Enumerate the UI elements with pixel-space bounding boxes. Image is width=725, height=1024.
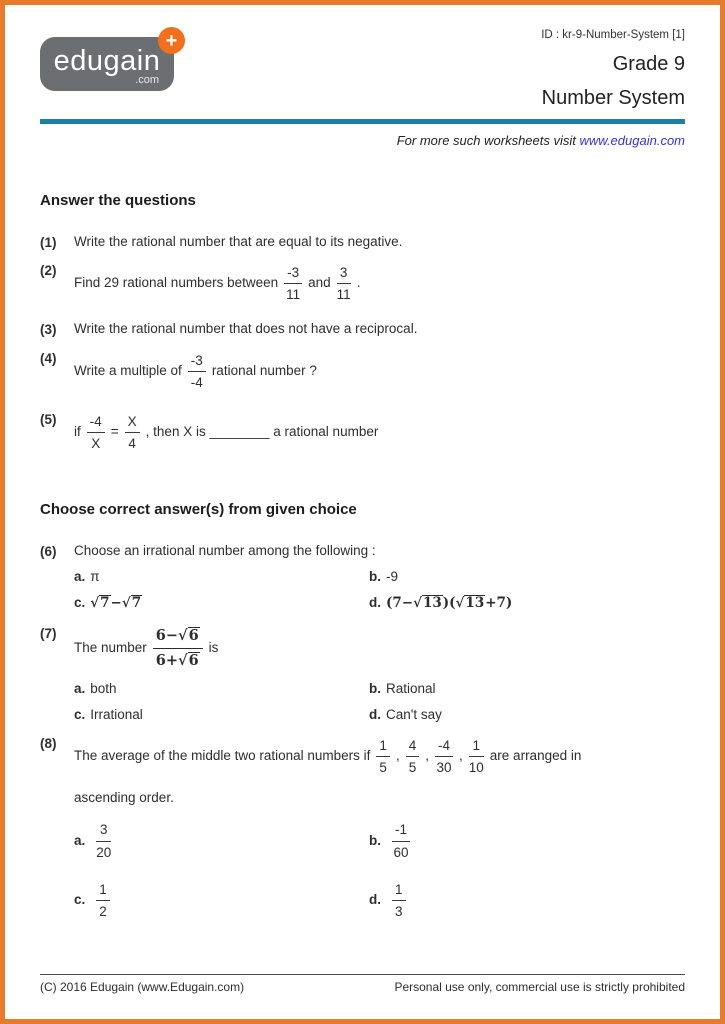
fraction xyxy=(188,353,206,391)
radicand: 13 xyxy=(422,594,442,611)
question-text xyxy=(74,411,685,455)
fraction-numerator: -1 xyxy=(395,822,408,838)
radical-sign: √ xyxy=(121,594,131,611)
tagline-text: For more such worksheets visit xyxy=(396,133,580,148)
option-label: a. xyxy=(74,833,86,849)
fraction xyxy=(125,414,140,452)
question-number: (6) xyxy=(40,543,57,559)
fraction-denominator: 11 xyxy=(336,287,351,303)
fraction xyxy=(96,822,111,860)
footer-copyright: (C) 2016 Edugain (www.Edugain.com) xyxy=(40,980,245,994)
option-value: Rational xyxy=(386,680,436,696)
fraction-denominator: 60 xyxy=(393,844,409,860)
sqrt-expression xyxy=(413,595,443,611)
options xyxy=(74,681,685,724)
options xyxy=(74,569,685,612)
fraction-numerator xyxy=(153,627,203,648)
text-segment: +7) xyxy=(485,594,513,611)
question-text xyxy=(74,350,685,394)
text-segment: , then X is ________ a rational number xyxy=(145,424,379,440)
option-b xyxy=(369,681,685,698)
comma: , xyxy=(395,748,400,764)
option-label: c. xyxy=(74,706,86,722)
option-c xyxy=(74,707,369,724)
radical-sign: √ xyxy=(90,594,100,611)
footer-license: Personal use only, commercial use is strictly prohibited xyxy=(394,980,685,994)
option-b xyxy=(369,569,685,586)
sqrt-expression xyxy=(122,595,142,611)
fraction-numerator: -4 xyxy=(437,737,450,753)
question-number: (2) xyxy=(40,262,57,278)
radical-sign: √ xyxy=(455,594,465,611)
radicand: 13 xyxy=(465,594,485,611)
option-value: Irrational xyxy=(90,706,143,722)
text-segment: Write a multiple of xyxy=(74,363,182,379)
section-heading-choose: Choose correct answer(s) from given choice xyxy=(40,500,357,518)
text-segment: are arranged in xyxy=(489,748,582,764)
text-segment: Find 29 rational numbers between xyxy=(74,275,279,291)
fraction xyxy=(153,627,203,669)
question-3 xyxy=(40,321,685,338)
fraction-numerator: 1 xyxy=(379,737,387,753)
fraction-denominator: 20 xyxy=(96,844,112,860)
option-d xyxy=(369,879,685,923)
question-number: (1) xyxy=(40,235,57,250)
fraction-numerator: 1 xyxy=(472,737,481,753)
fraction xyxy=(337,265,351,303)
fraction-denominator: 5 xyxy=(408,760,417,776)
option-d xyxy=(369,595,685,612)
question-1 xyxy=(40,234,685,251)
fraction-numerator: 4 xyxy=(408,737,417,753)
worksheet-id: ID : kr-9-Number-System [1] xyxy=(541,29,685,41)
edugain-logo xyxy=(40,29,178,91)
fraction xyxy=(406,738,420,776)
fraction-denominator: 10 xyxy=(468,760,484,776)
fraction-numerator: -3 xyxy=(190,352,203,368)
text-segment: The average of the middle two rational numbers if xyxy=(74,748,371,764)
text-segment: )( xyxy=(442,594,456,611)
option-value: Can't say xyxy=(386,706,442,722)
text-segment: 6− xyxy=(155,627,179,645)
fraction xyxy=(96,882,110,920)
question-6 xyxy=(40,543,685,612)
question-7 xyxy=(40,625,685,723)
fraction xyxy=(87,414,105,452)
fraction xyxy=(284,265,302,303)
option-c xyxy=(74,879,369,923)
fraction-denominator xyxy=(156,649,200,670)
text-segment: and xyxy=(308,275,331,291)
fraction-denominator: 11 xyxy=(286,287,301,303)
fraction-numerator: 3 xyxy=(100,822,108,838)
logo-background xyxy=(40,29,178,91)
question-text: Choose an irrational number among the following : xyxy=(74,542,376,558)
question-5 xyxy=(40,411,685,455)
option-label: a. xyxy=(74,680,86,696)
header xyxy=(40,25,685,110)
fraction xyxy=(435,738,453,776)
option-a xyxy=(74,819,369,863)
fraction-numerator: X xyxy=(127,413,137,429)
header-right xyxy=(541,25,685,110)
option-label: b. xyxy=(369,680,381,696)
fraction-denominator: 3 xyxy=(395,904,403,920)
option-label: d. xyxy=(369,594,381,610)
question-2 xyxy=(40,262,685,306)
grade-label: Grade 9 xyxy=(612,53,685,75)
radical-sign: √ xyxy=(413,594,422,611)
option-label: d. xyxy=(369,892,381,908)
question-8 xyxy=(40,735,685,923)
text-segment: if xyxy=(74,424,81,440)
option-label: d. xyxy=(369,706,381,722)
comma: , xyxy=(459,748,463,764)
fraction-denominator: X xyxy=(91,436,101,452)
plus-icon: + xyxy=(158,27,185,54)
option-b xyxy=(369,819,685,863)
option-value xyxy=(90,595,142,612)
options xyxy=(74,819,685,922)
radicand: 7 xyxy=(131,594,142,611)
radicand: 6 xyxy=(188,652,199,670)
question-number: (3) xyxy=(40,321,57,337)
sqrt-expression xyxy=(456,595,486,611)
option-value: -9 xyxy=(386,568,399,584)
fraction-denominator: 4 xyxy=(128,436,136,452)
sqrt-expression xyxy=(90,595,110,611)
logo-com-suffix: .com xyxy=(135,74,159,86)
question-text xyxy=(74,262,685,306)
fraction xyxy=(392,882,406,920)
footer xyxy=(40,974,685,994)
radicand: 6 xyxy=(188,627,199,645)
fraction-denominator: 2 xyxy=(99,904,107,920)
fraction-numerator: 1 xyxy=(99,881,107,897)
fraction xyxy=(392,822,410,860)
question-text-line-2: ascending order. xyxy=(74,789,174,805)
option-label: a. xyxy=(74,568,86,584)
header-divider xyxy=(40,119,685,124)
question-text xyxy=(74,625,685,671)
comma: , xyxy=(425,748,429,764)
fraction-numerator: -4 xyxy=(89,413,102,429)
text-segment: rational number ? xyxy=(211,363,317,379)
question-text xyxy=(74,735,685,779)
question-4 xyxy=(40,350,685,394)
fraction-numerator: -3 xyxy=(287,264,300,280)
option-label: c. xyxy=(74,594,86,610)
option-label: c. xyxy=(74,892,86,908)
operator: − xyxy=(110,594,122,611)
fraction-denominator: 30 xyxy=(436,760,452,776)
question-text: Write the rational number that does not have a reciprocal. xyxy=(74,320,418,336)
fraction-denominator: 5 xyxy=(379,760,387,776)
tagline xyxy=(40,133,685,148)
option-label: b. xyxy=(369,833,381,849)
text-segment: The number xyxy=(74,640,147,656)
sqrt-expression xyxy=(178,652,200,669)
radical-sign: √ xyxy=(178,652,188,670)
fraction xyxy=(376,738,390,776)
radicand: 7 xyxy=(100,594,110,611)
option-a xyxy=(74,681,369,698)
page-content xyxy=(5,5,720,1019)
option-value xyxy=(386,595,512,612)
option-c xyxy=(74,595,369,612)
logo-text: edugain xyxy=(53,44,161,77)
question-text: Write the rational number that are equal to its negative. xyxy=(74,234,403,249)
fraction-denominator: -4 xyxy=(190,375,203,391)
fraction xyxy=(469,738,484,776)
worksheet-title: Number System xyxy=(541,87,685,109)
equals-sign: = xyxy=(110,424,119,440)
section-heading-answer: Answer the questions xyxy=(40,192,196,209)
option-a xyxy=(74,569,369,586)
question-number: (7) xyxy=(40,626,57,642)
fraction-numerator: 1 xyxy=(395,881,403,897)
question-number: (5) xyxy=(40,411,57,427)
question-number: (8) xyxy=(40,735,57,751)
question-number: (4) xyxy=(40,350,57,366)
text-segment: . xyxy=(356,275,361,291)
sqrt-expression xyxy=(178,627,200,644)
option-d xyxy=(369,707,685,724)
text-segment: 6+ xyxy=(155,652,179,670)
option-value: π xyxy=(90,568,100,584)
text-segment: is xyxy=(208,640,219,656)
radical-sign: √ xyxy=(178,627,188,645)
option-value: both xyxy=(90,680,117,696)
text-segment: (7− xyxy=(386,594,414,611)
edugain-link[interactable]: www.edugain.com xyxy=(579,133,685,148)
fraction-numerator: 3 xyxy=(339,264,348,280)
option-label: b. xyxy=(369,568,381,584)
